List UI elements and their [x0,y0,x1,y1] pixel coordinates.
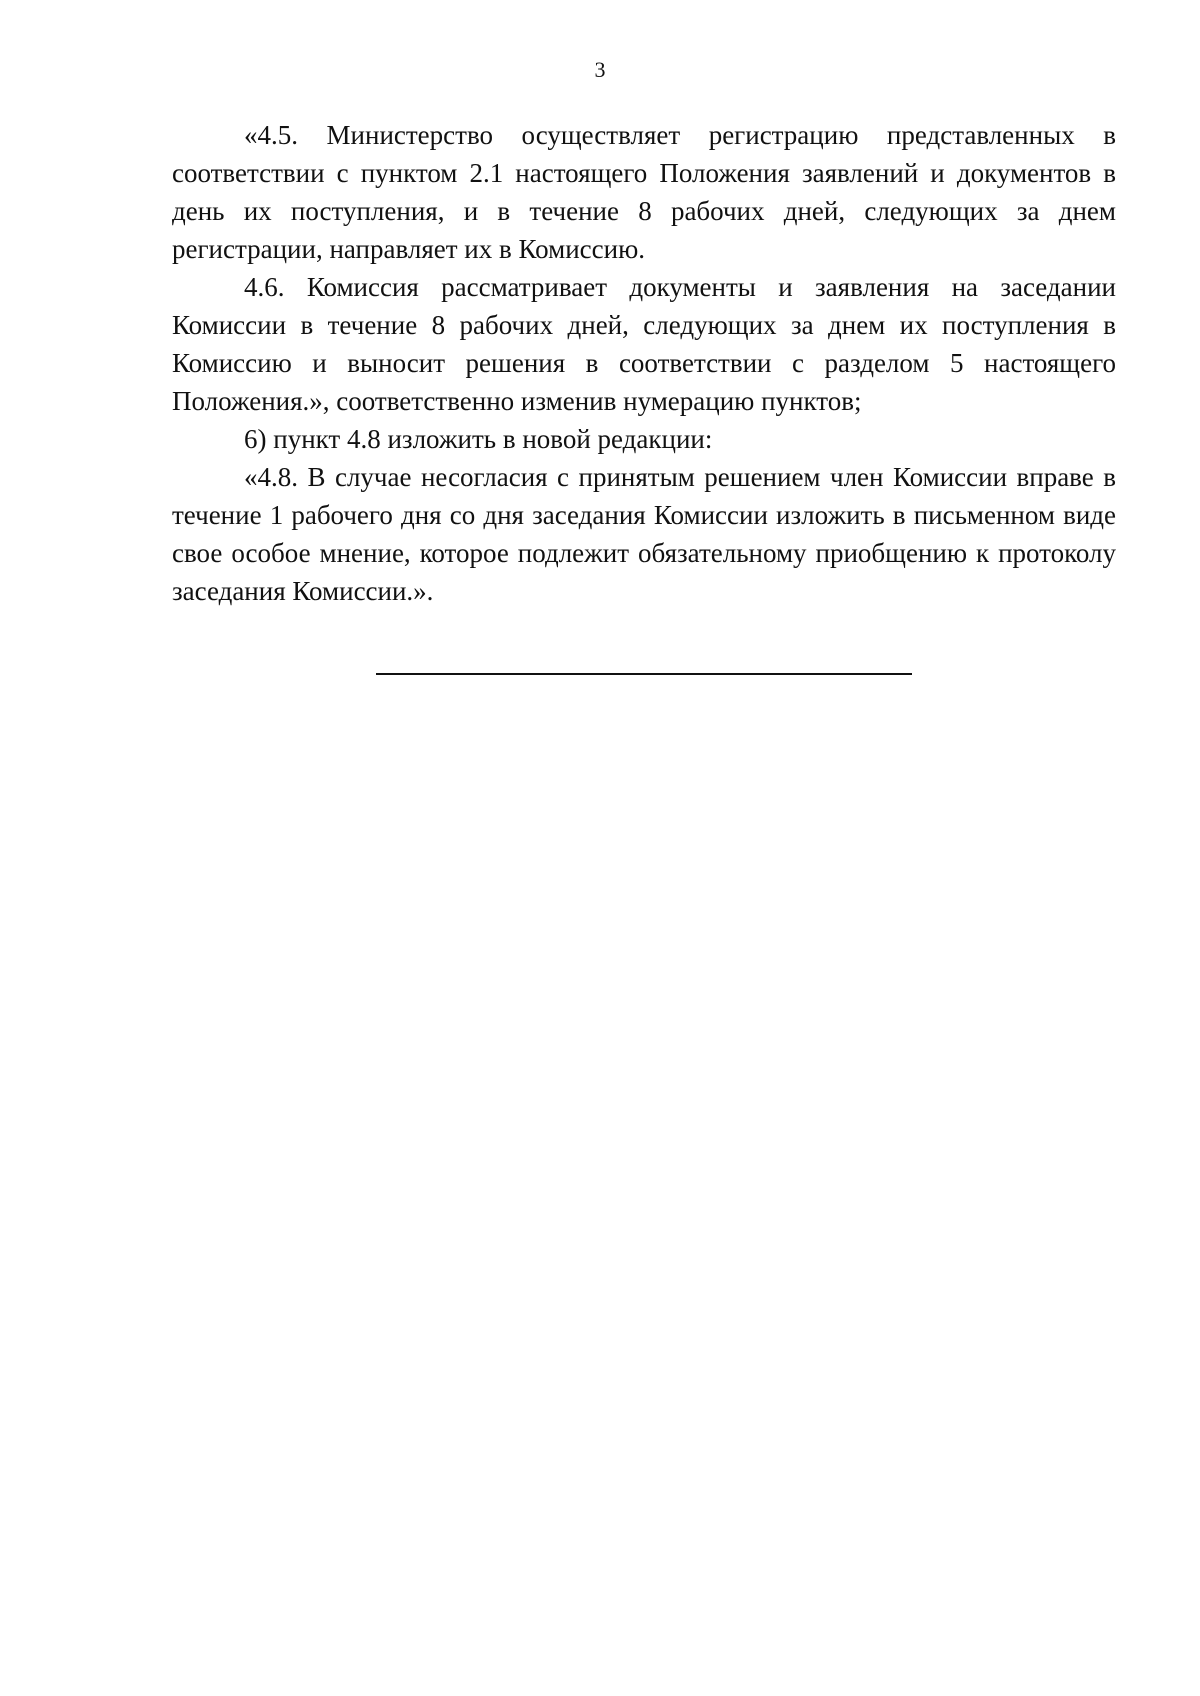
document-body [172,116,1116,610]
paragraph-amendment-6: 6) пункт 4.8 изложить в новой редакции: [244,424,713,454]
paragraph-4-5: «4.5. Министерство осуществляет регистрацию представленных в соответствии с пунктом 2.1 настоящего Положения заявлений и документов в день их поступления, и в течение 8 рабочих дней, следующих за днем регистрации, направляет их в Комиссию. [172,120,1116,264]
end-separator-line [376,673,912,675]
paragraph-4-6: 4.6. Комиссия рассматривает документы и заявления на заседании Комиссии в течение 8 рабочих дней, следующих за днем их поступления в Комиссию и выносит решения в соответствии с разделом 5 настоящего Положения.», соответственно изменив нумерацию пунктов; [172,272,1116,416]
page-number: 3 [594,57,606,82]
paragraph-4-8: «4.8. В случае несогласия с принятым решением член Комиссии вправе в течение 1 рабочего дня со дня заседания Комиссии изложить в письменном виде свое особое мнение, которое подлежит обязательному приобщению к протоколу заседания Комиссии.». [172,462,1116,606]
